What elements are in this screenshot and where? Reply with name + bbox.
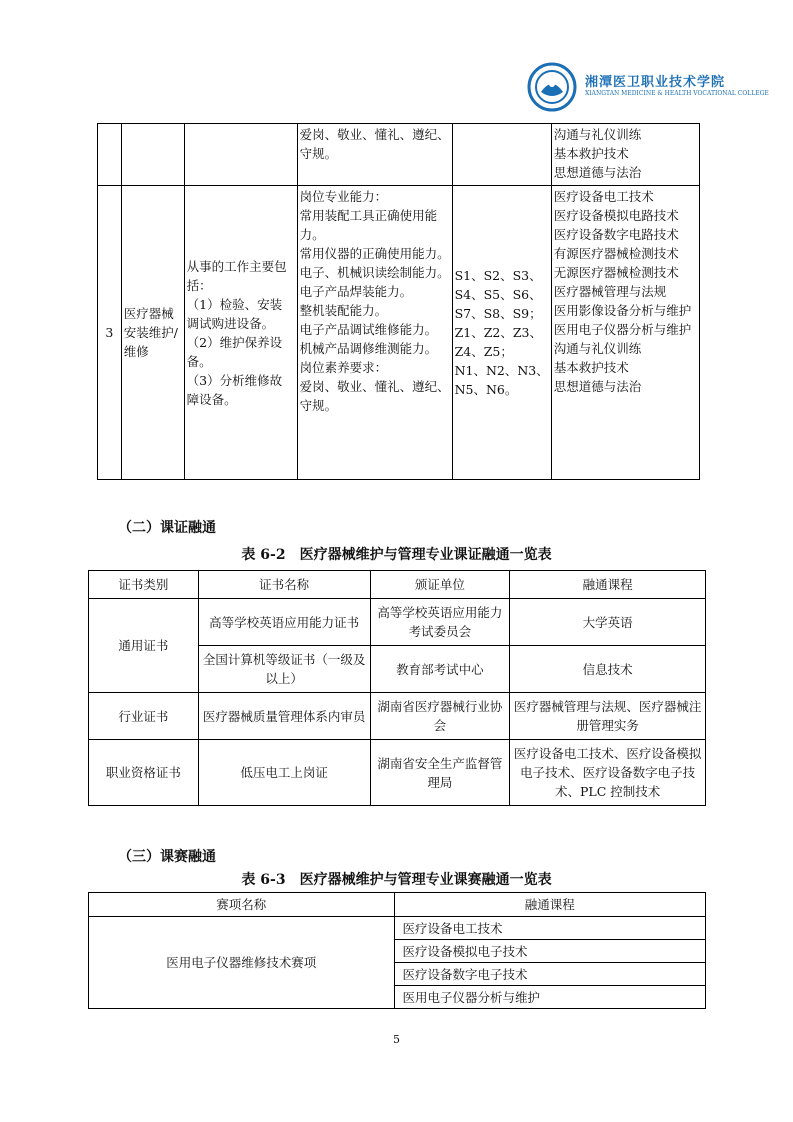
school-emblem-icon [527, 62, 577, 112]
row-number: 3 [98, 186, 122, 480]
cert-issuer: 湖南省医疗器械行业协会 [370, 693, 510, 740]
cert-category: 行业证书 [89, 693, 199, 740]
column-header: 颁证单位 [370, 571, 510, 599]
section-heading-cert: （二）课证融通 [118, 520, 216, 536]
table-header-row [89, 893, 706, 917]
courses-cell: 沟通与礼仪训练 基本救护技术 思想道德与法治 [551, 124, 699, 186]
cert-issuer: 高等学校英语应用能力考试委员会 [370, 599, 510, 646]
table-row [89, 599, 706, 646]
table-row [98, 124, 700, 186]
school-name: 湘潭医卫职业技术学院 [585, 75, 726, 90]
cert-category: 通用证书 [89, 599, 199, 693]
competition-table [88, 892, 706, 1009]
column-header: 融通课程 [394, 893, 706, 917]
cert-course: 大学英语 [510, 599, 706, 646]
courses-cell: 医疗设备电工技术 医疗设备模拟电路技术 医疗设备数字电路技术 有源医疗器械检测技术 无源医疗器械检测技术 医疗器械管理与法规 医用影像设备分析与维护 医用电子仪器分析与维护 沟通与礼仪训练 基本救护技术 思想道德与法治 [551, 186, 699, 480]
cert-name: 低压电工上岗证 [198, 740, 370, 806]
column-header: 证书名称 [198, 571, 370, 599]
competition-course: 医用电子仪器分析与维护 [394, 986, 706, 1009]
table-row [98, 186, 700, 480]
table-row [89, 740, 706, 806]
ability-cell: 岗位专业能力： 常用装配工具正确使用能力。 常用仪器的正确使用能力。 电子、机械识读绘制能力。 电子产品焊装能力。 整机装配能力。 电子产品调试维修能力。 机械产品调修维测能力。 岗位素养要求： 爱岗、敬业、懂礼、遵纪、守规。 [297, 186, 452, 480]
cert-table [88, 570, 706, 806]
cert-name: 全国计算机等级证书（一级及以上） [198, 646, 370, 693]
event-name: 医用电子仪器维修技术赛项 [89, 917, 395, 1009]
competition-course: 医疗设备电工技术 [394, 917, 706, 940]
column-header: 证书类别 [89, 571, 199, 599]
page-number: 5 [393, 1033, 400, 1046]
cert-issuer: 湖南省安全生产监督管理局 [370, 740, 510, 806]
cert-category: 职业资格证书 [89, 740, 199, 806]
cert-name: 高等学校英语应用能力证书 [198, 599, 370, 646]
codes-cell: S1、S2、S3、 S4、S5、S6、 S7、S8、S9； Z1、Z2、Z3、 Z4、Z5； N1、N2、N3、 N5、N6。 [452, 186, 551, 480]
table-header-row [89, 571, 706, 599]
column-header: 融通课程 [510, 571, 706, 599]
column-header: 赛项名称 [89, 893, 395, 917]
competition-course: 医疗设备模拟电子技术 [394, 940, 706, 963]
table-row [89, 693, 706, 740]
cert-course: 医疗器械管理与法规、医疗器械注册管理实务 [510, 693, 706, 740]
table-row [89, 917, 706, 940]
duties-cell: 爱岗、敬业、懂礼、遵纪、 守规。 [297, 124, 452, 186]
position-cell: 医疗器械安装维护/维修 [121, 186, 184, 480]
school-name-en: XIANGTAN MEDICINE & HEALTH VOCATIONAL COLLEGE [585, 90, 769, 97]
competition-course: 医疗设备数字电子技术 [394, 963, 706, 986]
cert-name: 医疗器械质量管理体系内审员 [198, 693, 370, 740]
school-logo [527, 62, 769, 112]
job-ability-table [97, 123, 700, 480]
cert-issuer: 教育部考试中心 [370, 646, 510, 693]
cert-course: 信息技术 [510, 646, 706, 693]
table-caption-6-3: 表 6-3 医疗器械维护与管理专业课赛融通一览表 [241, 872, 552, 888]
section-heading-competition: （三）课赛融通 [118, 849, 216, 865]
cert-course: 医疗设备电工技术、医疗设备模拟电子技术、医疗设备数字电子技术、PLC 控制技术 [510, 740, 706, 806]
work-cell: 从事的工作主要包括： （1）检验、安装调试购进设备。 （2）维护保养设备。 （3）分析维修故障设备。 [184, 186, 297, 480]
table-caption-6-2: 表 6-2 医疗器械维护与管理专业课证融通一览表 [241, 547, 552, 563]
